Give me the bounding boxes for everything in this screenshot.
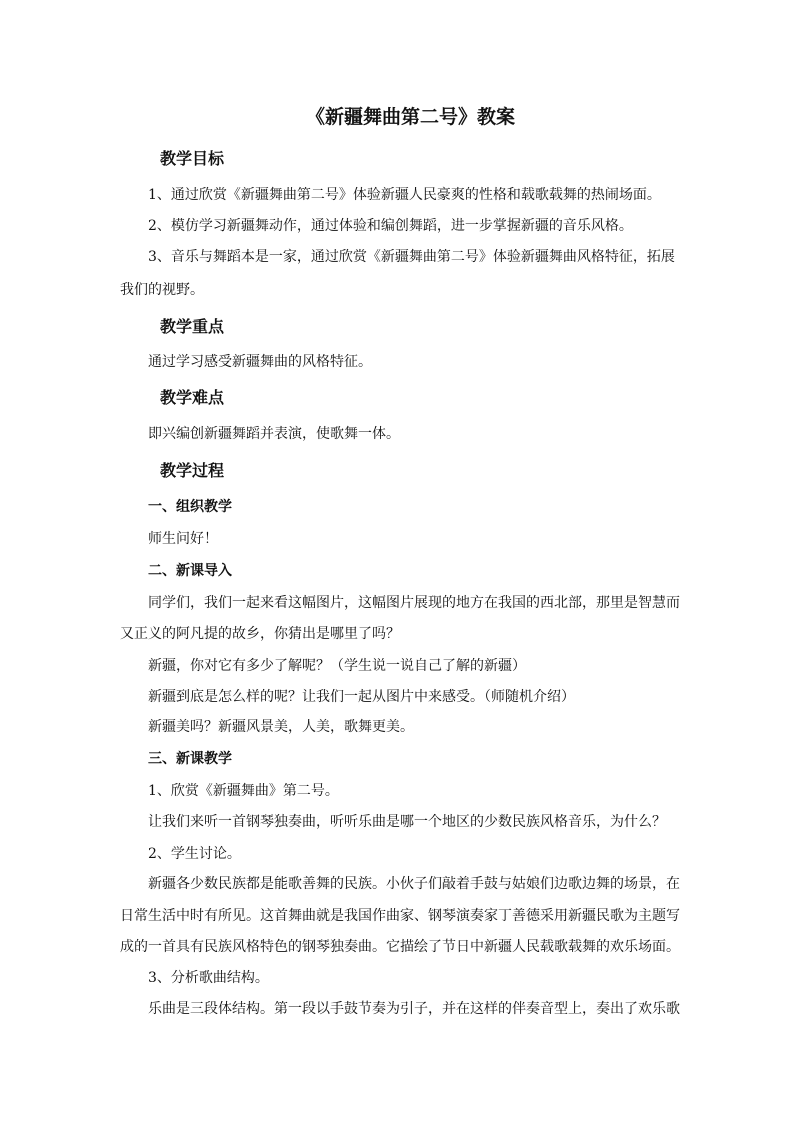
objective-item-1: 1、通过欣赏《新疆舞曲第二号》体验新疆人民豪爽的性格和载歌载舞的热闹场面。 [148, 187, 661, 203]
section-2-paragraph-1-line-1: 同学们，我们一起来看这幅图片，这幅图片展现的地方在我国的西北部，那里是智慧而 [148, 595, 680, 611]
section-2-heading: 二、新课导入 [148, 563, 232, 579]
document-title: 《新疆舞曲第二号》教案 [306, 106, 516, 128]
difficulties-text: 即兴编创新疆舞蹈并表演，使歌舞一体。 [148, 426, 400, 442]
section-2-paragraph-2: 新疆，你对它有多少了解呢？（学生说一说自己了解的新疆） [148, 658, 526, 674]
heading-difficulties: 教学难点 [160, 388, 225, 407]
section-2-paragraph-4: 新疆美吗？新疆风景美，人美，歌舞更美。 [148, 719, 414, 735]
section-3-item-2-line-2: 日常生活中时有所见。这首舞曲就是我国作曲家、钢琴演奏家丁善德采用新疆民歌为主题写 [120, 908, 680, 924]
section-2-paragraph-3: 新疆到底是怎么样的呢？让我们一起从图片中来感受。（师随机介绍） [148, 689, 575, 705]
section-3-item-3: 3、分析歌曲结构。 [148, 970, 269, 986]
heading-objectives: 教学目标 [160, 149, 225, 168]
objective-item-3-line-2: 我们的视野。 [120, 282, 204, 298]
section-2-paragraph-1-line-2: 又正义的阿凡提的故乡，你猜出是哪里了吗？ [120, 626, 400, 642]
section-1-text: 师生问好！ [148, 531, 218, 547]
section-3-item-2-line-1: 新疆各少数民族都是能歌善舞的民族。小伙子们敲着手鼓与姑娘们边歌边舞的场景，在 [148, 876, 680, 892]
section-3-heading: 三、新课教学 [148, 751, 232, 767]
section-3-item-1-text: 让我们来听一首钢琴独奏曲，听听乐曲是哪一个地区的少数民族风格音乐，为什么？ [148, 814, 666, 830]
heading-key-points: 教学重点 [160, 317, 225, 336]
key-points-text: 通过学习感受新疆舞曲的风格特征。 [148, 354, 372, 370]
section-1-heading: 一、组织教学 [148, 499, 232, 515]
section-3-item-3-line-1: 乐曲是三段体结构。第一段以手鼓节奏为引子，并在这样的伴奏音型上，奏出了欢乐歌 [148, 1001, 680, 1017]
section-3-item-2-line-3: 成的一首具有民族风格特色的钢琴独奏曲。它描绘了节日中新疆人民载歌载舞的欢乐场面。 [120, 939, 680, 955]
section-3-item-2: 2、学生讨论。 [148, 846, 241, 862]
objective-item-2: 2、模仿学习新疆舞动作，通过体验和编创舞蹈，进一步掌握新疆的音乐风格。 [148, 218, 633, 234]
objective-item-3-line-1: 3、音乐与舞蹈本是一家，通过欣赏《新疆舞曲第二号》体验新疆舞曲风格特征，拓展 [148, 249, 675, 265]
section-3-item-1: 1、欣赏《新疆舞曲》第二号。 [148, 783, 339, 799]
heading-process: 教学过程 [160, 461, 225, 480]
